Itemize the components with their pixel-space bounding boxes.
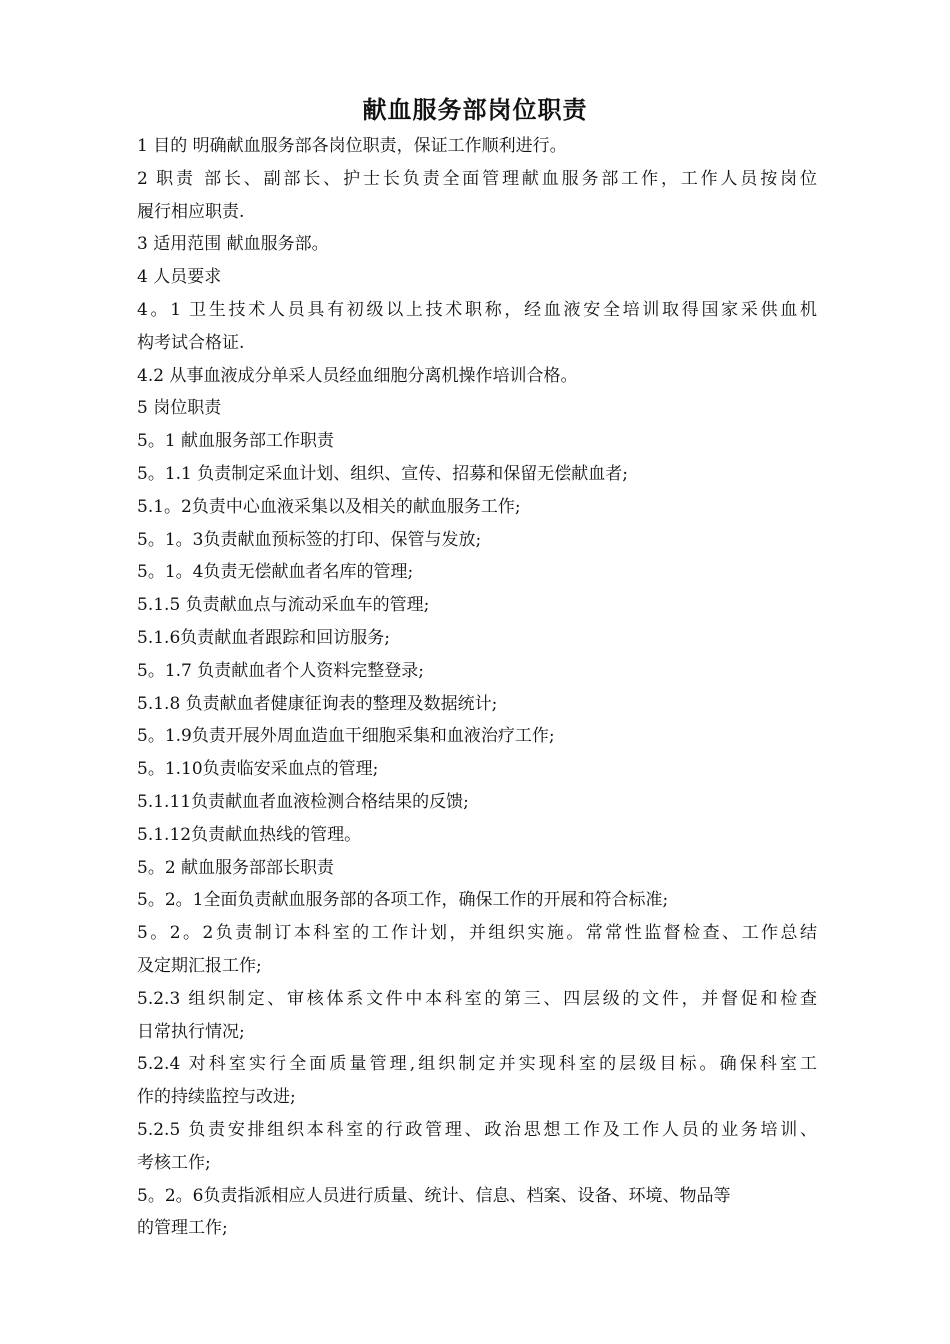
document-line: 作的持续监控与改进; [137, 1087, 296, 1108]
document-line: 5。1。4负责无偿献血者名库的管理; [137, 562, 414, 583]
document-line: 5。1.10负责临安采血点的管理; [137, 759, 379, 780]
document-line: 1 目的 明确献血服务部各岗位职责，保证工作顺利进行。 [137, 136, 567, 156]
document-line: 5。1 献血服务部工作职责 [137, 431, 335, 452]
document-line: 5.1。2负责中心血液采集以及相关的献血服务工作; [137, 496, 521, 517]
document-line: 5.1.6负责献血者跟踪和回访服务; [137, 627, 390, 648]
document-line: 及定期汇报工作; [137, 955, 262, 976]
document-line: 5。1。3负责献血预标签的打印、保管与发放; [137, 529, 482, 550]
document-line: 5。1.9负责开展外周血造血干细胞采集和血液治疗工作; [137, 726, 555, 747]
document-title: 献血服务部岗位职责 [362, 96, 588, 124]
document-line: 5.1.5 负责献血点与流动采血车的管理; [137, 595, 430, 616]
document-line: 2 职责 部长、副部长、护士长负责全面管理献血服务部工作，工作人员按岗位 [137, 168, 817, 189]
document-line: 5。2。2负责制订本科室的工作计划，并组织实施。常常性监督检查、工作总结 [137, 923, 817, 944]
document-line: 4 人员要求 [137, 267, 222, 288]
document-line: 日常执行情况; [137, 1021, 245, 1042]
document-line: 5.1.8 负责献血者健康征询表的整理及数据统计; [137, 693, 498, 714]
document-line: 5.2.5 负责安排组织本科室的行政管理、政治思想工作及工作人员的业务培训、 [137, 1119, 817, 1140]
document-body [137, 130, 817, 1245]
document-line: 4。1 卫生技术人员具有初级以上技术职称，经血液安全培训取得国家采供血机 [137, 299, 817, 320]
document-line: 3 适用范围 献血服务部。 [137, 234, 329, 255]
document-line: 5。2。6负责指派相应人员进行质量、统计、信息、档案、设备、环境、物品等 [137, 1185, 731, 1206]
document-line: 5.2.4 对科室实行全面质量管理,组织制定并实现科室的层级目标。确保科室工 [137, 1054, 817, 1075]
document-line: 的管理工作; [137, 1218, 228, 1239]
document-line: 考核工作; [137, 1152, 211, 1173]
document-line: 5 岗位职责 [137, 398, 222, 419]
document-line: 5。1.1 负责制定采血计划、组织、宣传、招募和保留无偿献血者; [137, 463, 628, 484]
document-line: 构考试合格证. [137, 332, 245, 353]
document-line: 5。2。1全面负责献血服务部的各项工作，确保工作的开展和符合标准; [137, 890, 669, 911]
document-line: 5。1.7 负责献血者个人资料完整登录; [137, 660, 424, 681]
document-line: 履行相应职责. [137, 201, 245, 222]
document-line: 5.2.3 组织制定、审核体系文件中本科室的第三、四层级的文件，并督促和检查 [137, 988, 817, 1009]
document-line: 5。2 献血服务部部长职责 [137, 857, 335, 878]
document-line: 5.1.11负责献血者血液检测合格结果的反馈; [137, 791, 469, 812]
document-line: 4.2 从事血液成分单采人员经血细胞分离机操作培训合格。 [137, 365, 578, 386]
document-line: 5.1.12负责献血热线的管理。 [137, 824, 362, 845]
